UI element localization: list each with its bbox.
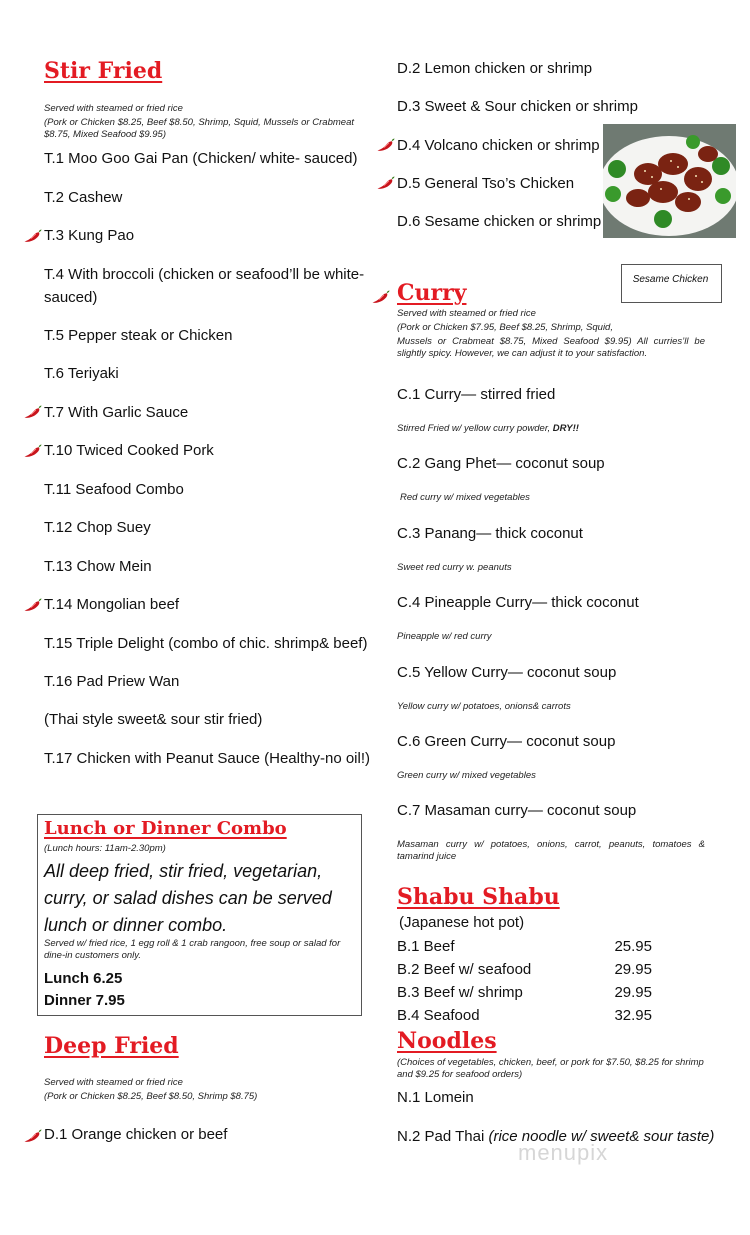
deep-fried-prices: (Pork or Chicken $8.25, Beef $8.50, Shrimp $8.75) [44,1091,258,1102]
spicy-chili-icon [372,290,390,304]
price-row-b3: B.3 Beef w/ shrimp 29.95 [397,984,652,1001]
combo-dinner-price: Dinner 7.95 [44,992,125,1009]
spicy-chili-icon [24,1129,42,1143]
menu-item-c3: C.3 Panang— thick coconut [397,525,583,542]
menu-item-n2: N.2 Pad Thai (rice noodle w/ sweet& sour taste) [397,1128,715,1145]
menu-item-t14: T.14 Mongolian beef [44,596,180,613]
menu-item-d4: D.4 Volcano chicken or shrimp [397,137,600,154]
menu-item-c7-desc: Masaman curry w/ potatoes, onions, carrot, peanuts, tomatoes & tamarind juice [397,839,705,862]
combo-note: Served w/ fried rice, 1 egg roll & 1 crab rangoon, free soup or salad for dine-in customers only. [44,938,341,961]
combo-heading: Lunch or Dinner Combo [44,818,287,839]
menu-item-t3: T.3 Kung Pao [44,227,135,244]
menu-item-t11: T.11 Seafood Combo [44,481,184,498]
menu-item-t4: T.4 With broccoli (chicken or seafood’ll be white- [44,266,365,283]
menu-item-c4-desc: Pineapple w/ red curry [397,631,492,642]
menu-item-c5: C.5 Yellow Curry— coconut soup [397,664,617,681]
menu-item-t5: T.5 Pepper steak or Chicken [44,327,233,344]
price-row-b2: B.2 Beef w/ seafood 29.95 [397,961,652,978]
menu-item-t2: T.2 Cashew [44,189,123,206]
menu-item-t16-desc: (Thai style sweet& sour stir fried) [44,711,263,728]
menu-item-t10: T.10 Twiced Cooked Pork [44,442,214,459]
menu-item-c2-desc: Red curry w/ mixed vegetables [400,492,530,503]
stir-fried-note: Served with steamed or fried rice [44,103,183,114]
menu-item-c6: C.6 Green Curry— coconut soup [397,733,616,750]
menu-item-t6: T.6 Teriyaki [44,365,119,382]
price-row-b4: B.4 Seafood 32.95 [397,1007,652,1024]
menu-item-c1-desc: Stirred Fried w/ yellow curry powder, DRY!! [397,423,579,434]
menu-item-d6: D.6 Sesame chicken or shrimp [397,213,602,230]
noodles-heading: Noodles [397,1028,497,1054]
combo-hours: (Lunch hours: 11am-2.30pm) [44,843,166,854]
spicy-chili-icon [24,229,42,243]
stir-fried-prices: (Pork or Chicken $8.25, Beef $8.50, Shrimp, Squid, Mussels or Crabmeat $8.75, Mixed Seafood $9.95) [44,117,354,140]
combo-lunch-price: Lunch 6.25 [44,970,123,987]
menu-item-c5-desc: Yellow curry w/ potatoes, onions& carrots [397,701,571,712]
spicy-chili-icon [24,444,42,458]
menupix-watermark: menupix [518,1140,609,1165]
curry-heading: Curry [397,280,467,306]
menu-item-c3-desc: Sweet red curry w. peanuts [397,562,512,573]
sesame-chicken-photo [603,124,736,238]
menu-item-c7: C.7 Masaman curry— coconut soup [397,802,637,819]
menu-item-d1: D.1 Orange chicken or beef [44,1126,228,1143]
menu-item-t15: T.15 Triple Delight (combo of chic. shrimp& beef) [44,635,368,652]
spicy-chili-icon [24,598,42,612]
menu-item-d5: D.5 General Tso’s Chicken [397,175,575,192]
spicy-chili-icon [24,405,42,419]
menu-item-n1: N.1 Lomein [397,1089,474,1106]
menu-item-t17: T.17 Chicken with Peanut Sauce (Healthy-no oil!) [44,750,371,767]
menu-item-t4-cont: sauced) [44,289,98,306]
shabu-heading: Shabu Shabu [397,884,560,910]
stir-fried-heading: Stir Fried [44,58,163,84]
menu-item-d3: D.3 Sweet & Sour chicken or shrimp [397,98,638,115]
menu-item-c6-desc: Green curry w/ mixed vegetables [397,770,536,781]
spicy-chili-icon [377,138,395,152]
menu-item-t13: T.13 Chow Mein [44,558,152,575]
spicy-chili-icon [377,176,395,190]
curry-prices: (Pork or Chicken $7.95, Beef $8.25, Shrimp, Squid, [397,322,613,333]
menu-item-c4: C.4 Pineapple Curry— thick coconut [397,594,639,611]
menu-item-d2: D.2 Lemon chicken or shrimp [397,60,593,77]
menu-item-c2: C.2 Gang Phet— coconut soup [397,455,605,472]
photo-caption: Sesame Chicken [632,274,709,285]
combo-description: All deep fried, stir fried, vegetarian, curry, or salad dishes can be served lunch or dinner combo. [44,861,332,935]
menu-item-t7: T.7 With Garlic Sauce [44,404,189,421]
menu-item-t1: T.1 Moo Goo Gai Pan (Chicken/ white- sauced) [44,150,358,167]
shabu-price-list [397,935,652,1027]
menu-item-c1: C.1 Curry— stirred fried [397,386,556,403]
deep-fried-note: Served with steamed or fried rice [44,1077,183,1088]
menu-item-t12: T.12 Chop Suey [44,519,151,536]
noodles-note: (Choices of vegetables, chicken, beef, or pork for $7.50, $8.25 for shrimp and $9.25 for seafood orders) [397,1057,704,1080]
price-row-b1: B.1 Beef 25.95 [397,938,652,955]
shabu-subtitle: (Japanese hot pot) [399,914,525,931]
curry-note: Served with steamed or fried rice [397,308,536,319]
deep-fried-heading: Deep Fried [44,1033,179,1059]
menu-item-t16: T.16 Pad Priew Wan [44,673,180,690]
curry-prices-cont: Mussels or Crabmeat $8.75, Mixed Seafood $9.95) All curries’ll be slightly spicy. However, we can adjust it to your satisfaction. [397,336,705,359]
